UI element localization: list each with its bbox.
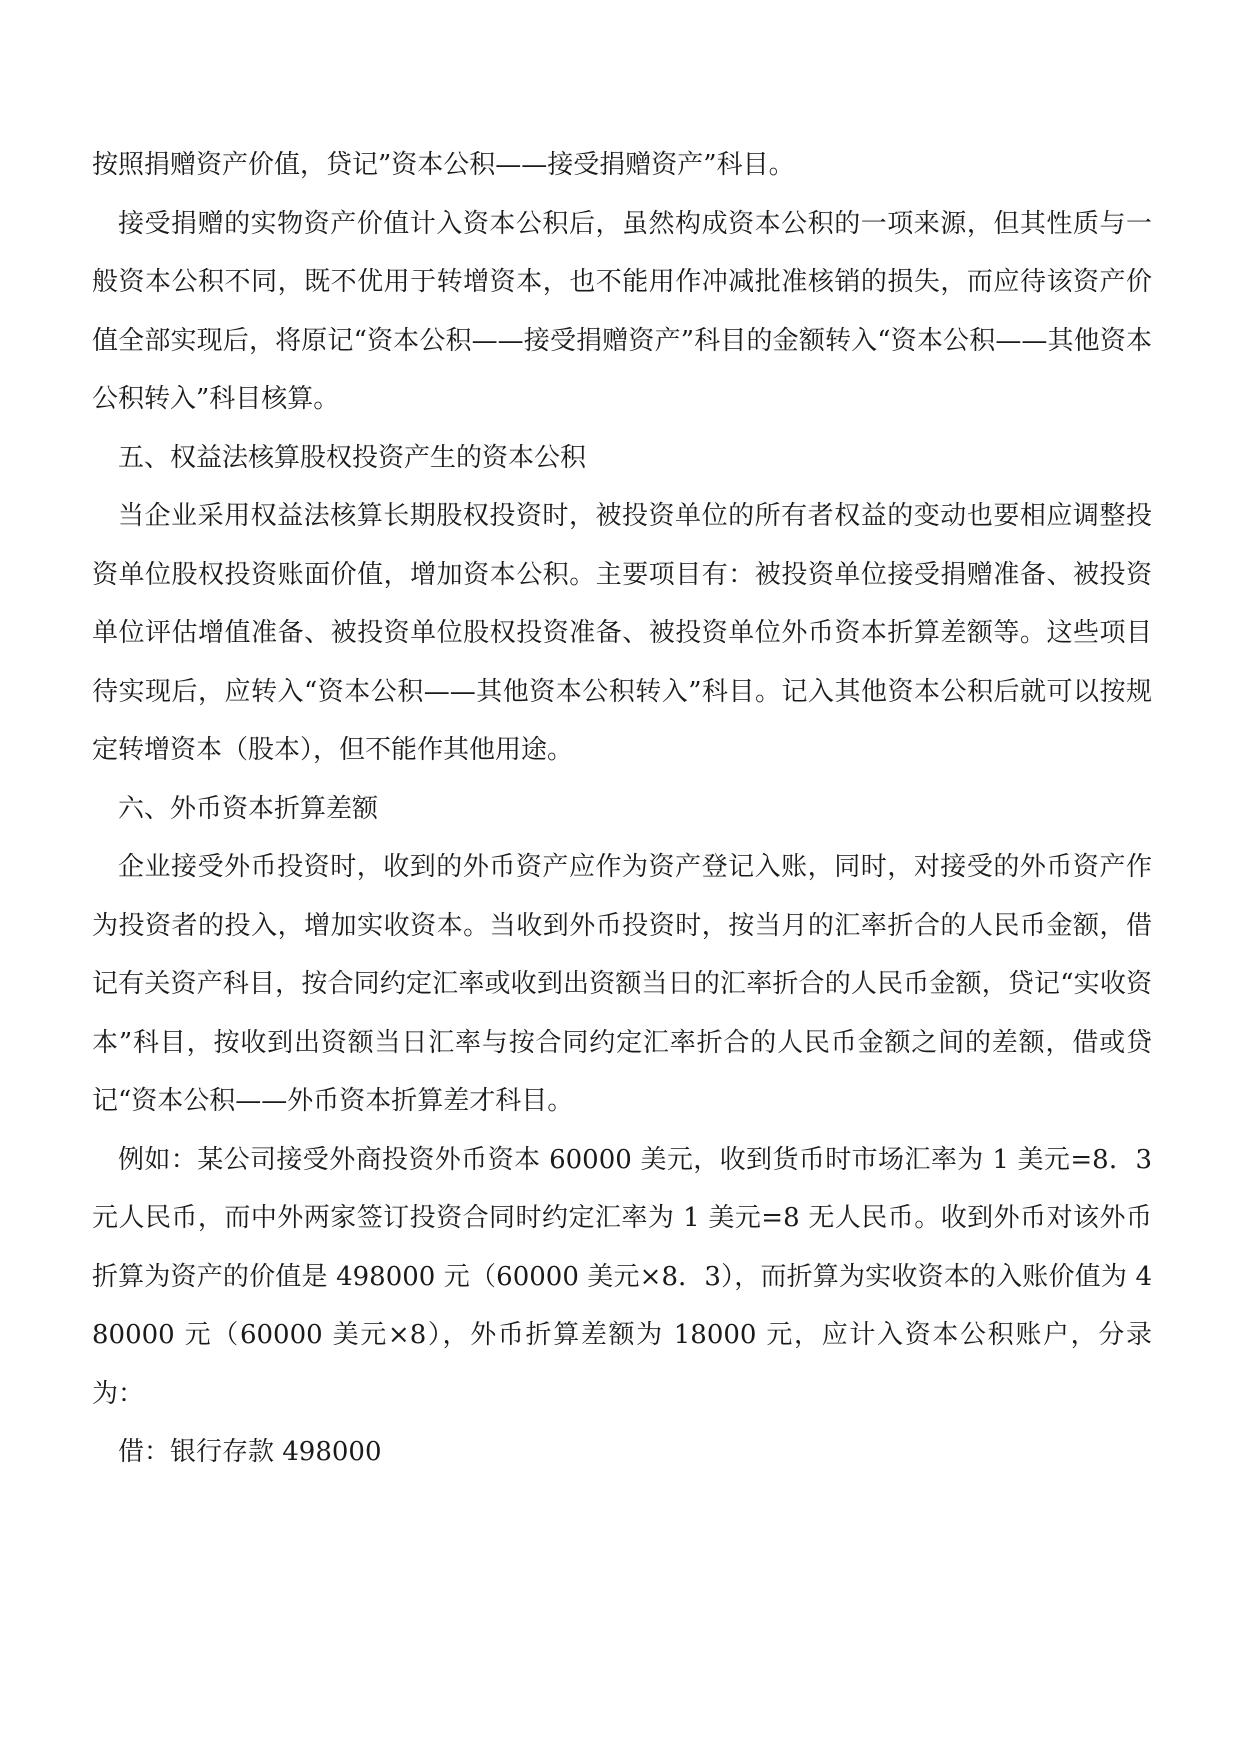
section-heading-equity-method: 五、权益法核算股权投资产生的资本公积 (118, 442, 587, 473)
section-heading-foreign-currency: 六、外币资本折算差额 (118, 793, 379, 824)
paragraph-donation-credit: 按照捐赠资产价值，贷记”资本公积——接受捐赠资产”科目。 (92, 150, 795, 180)
paragraph-equity-method: 当企业采用权益法核算长期股权投资时，被投资单位的所有者权益的变动也要相应调整投资单位股权投资账面价值，增加资本公积。主要项目有：被投资单位接受捐赠准备、被投资单位评估增值准备、被投资单位股权投资准备、被投资单位外币资本折算差额等。这些项目待实现后，应转入“资本公积——其他资本公积转入”科目。记入其他资本公积后就可以按规定转增资本（股本），但不能作其他用途。 (92, 501, 1152, 765)
document-page (92, 136, 1152, 1482)
paragraph-donated-assets: 接受捐赠的实物资产价值计入资本公积后，虽然构成资本公积的一项来源，但其性质与一般资本公积不同，既不优用于转增资本，也不能用作冲减批准核销的损失，而应待该资产价值全部实现后，将原记“资本公积——接受捐赠资产”科目的金额转入“资本公积——其他资本公积转入”科目核算。 (92, 208, 1152, 414)
journal-entry-debit: 借：银行存款 498000 (118, 1437, 382, 1467)
paragraph-foreign-currency: 企业接受外币投资时，收到的外币资产应作为资产登记入账，同时，对接受的外币资产作为投资者的投入，增加实收资本。当收到外币投资时，按当月的汇率折合的人民币金额，借记有关资产科目，按合同约定汇率或收到出资额当日的汇率折合的人民币金额，贷记“实收资本”科目，按收到出资额当日汇率与按合同约定汇率折合的人民币金额之间的差额，借或贷记“资本公积——外币资本折算差才科目。 (92, 852, 1152, 1116)
paragraph-example: 例如：某公司接受外商投资外币资本 60000 美元，收到货币时市场汇率为 1 美元=8．3 元人民币，而中外两家签订投资合同时约定汇率为 1 美元=8 无人民币。收到外币对该外币折算为资产的价值是 498000 元（60000 美元×8．3），而折算为实收资本的入账价值为 480000 元（60000 美元×8），外币折算差额为 18000 元，应计入资本公积账户，分录为： (92, 1144, 1152, 1409)
